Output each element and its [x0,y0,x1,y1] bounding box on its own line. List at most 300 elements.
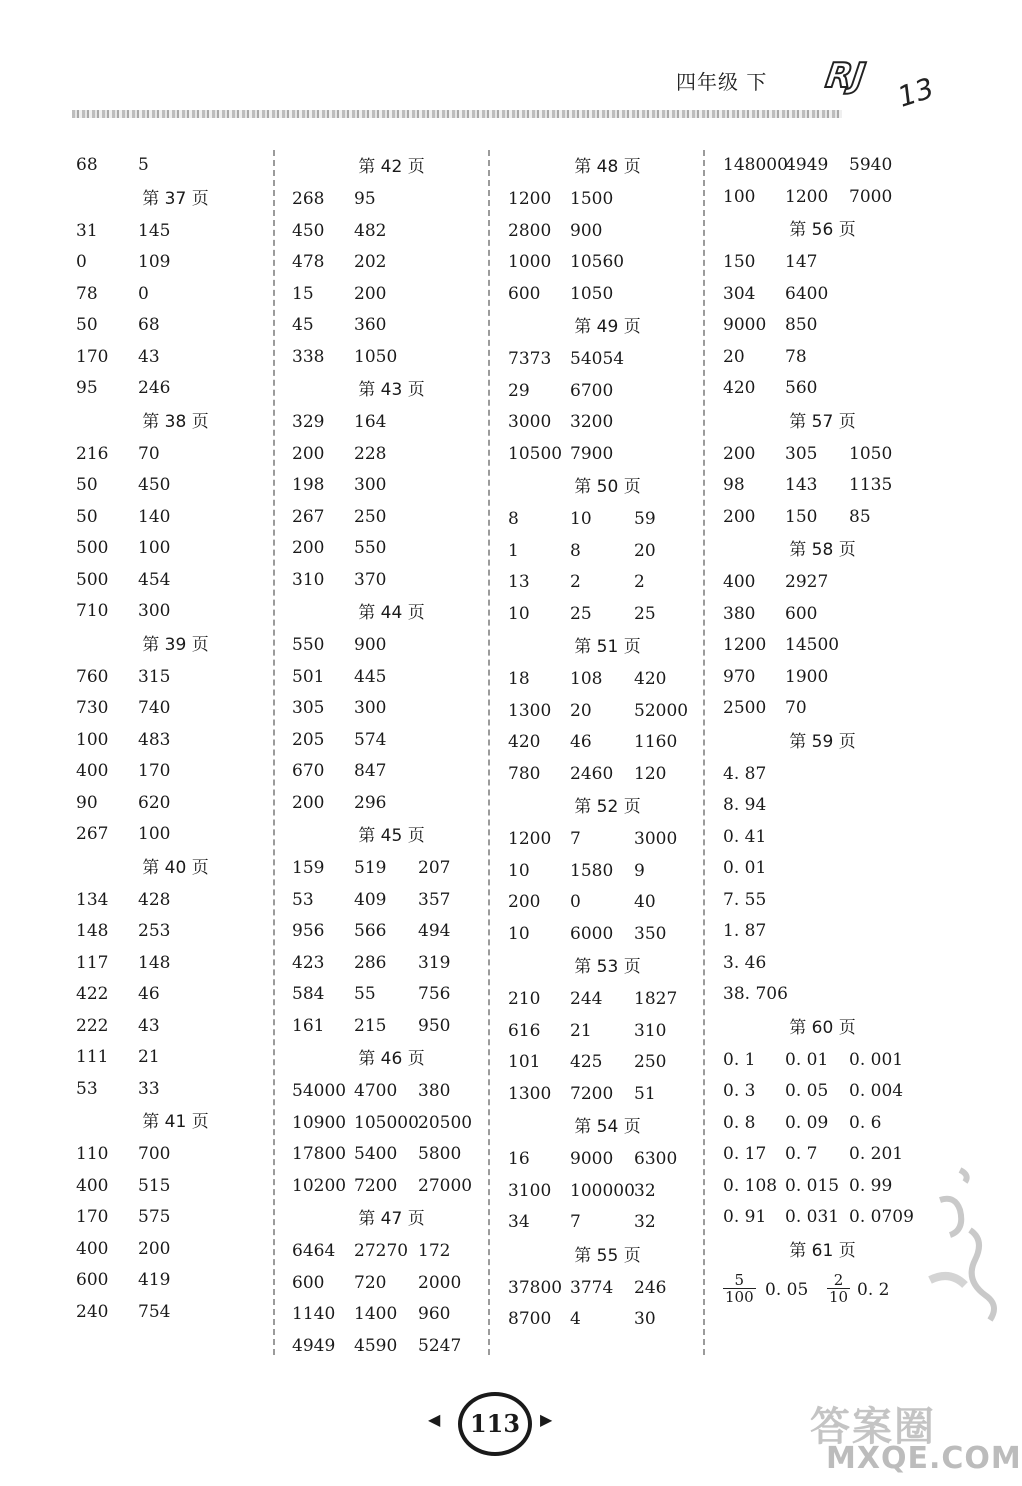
answer-row [284,725,499,757]
answer-value: 170 [76,1207,109,1227]
answer-value: 847 [354,761,387,781]
answer-value: 120 [634,763,667,784]
answer-value: 68 [138,315,160,335]
answer-value: 560 [785,378,818,398]
answer-value: 46 [138,984,160,1004]
answer-row [68,533,283,565]
answer-value: 10900 [292,1112,347,1133]
answer-row [500,664,715,696]
answer-value: 45 [292,315,314,335]
answer-value: 600 [292,1272,325,1293]
answer-value: 730 [76,698,109,718]
answer-value: 0. 91 [723,1207,767,1227]
answer-row [500,184,715,216]
answer-row [284,1268,499,1300]
answer-row [284,693,499,725]
answer-value: 300 [354,698,387,718]
answer-value: 0. 015 [785,1175,840,1196]
answer-value: 1580 [570,860,614,881]
answer-row [68,1202,283,1234]
answer-value: 0 [138,283,149,304]
answer-value: 1. 87 [723,921,767,941]
answer-row [68,565,283,597]
answer-value: 0. 7 [785,1144,818,1164]
answer-value: 110 [76,1144,109,1164]
answer-row [715,247,930,279]
answer-value: 0. 05 [765,1279,809,1300]
page-section-title: 第 61 页 [789,1240,856,1261]
answer-value: 200 [292,538,325,558]
answer-value: 54054 [570,349,625,369]
left-arrow-icon: ◀ [428,1410,441,1429]
answer-row [715,567,930,599]
answer-row [68,373,283,405]
answer-value: 1050 [570,283,614,304]
answer-row [68,596,283,628]
answer-value: 720 [354,1272,387,1293]
answer-value: 253 [138,921,171,941]
answer-value: 420 [508,732,541,752]
column-divider [488,150,490,1355]
answer-value: 250 [634,1052,667,1072]
answer-value: 25 [634,603,656,624]
answer-value: 6464 [292,1241,336,1261]
answer-value: 304 [723,283,756,304]
answer-value: 53 [292,889,314,910]
answer-value: 0. 1 [723,1049,756,1070]
answer-value: 246 [138,378,171,398]
answer-row [715,916,930,948]
answer-value: 357 [418,889,451,910]
answer-value: 0. 001 [849,1049,904,1070]
answer-row [715,630,930,662]
answer-value: 100000 [570,1180,635,1201]
answer-value: 267 [292,506,325,527]
answer-value: 215 [354,1015,387,1036]
answer-value: 140 [138,506,171,527]
answer-value: 419 [138,1270,171,1290]
answer-value: 20 [570,700,592,721]
page-section-title: 第 44 页 [358,603,425,623]
answer-value: 1160 [634,732,678,752]
answer-value: 240 [76,1301,109,1322]
page-section-title: 第 49 页 [574,317,641,337]
answer-row [500,984,715,1016]
page-section-title: 第 39 页 [142,634,209,655]
answer-value: 0. 031 [785,1207,840,1227]
answer-value: 10 [570,509,592,529]
answer-value: 0 [570,892,581,912]
answer-value: 420 [723,378,756,398]
answer-value: 960 [418,1304,451,1324]
answer-value: 70 [138,443,160,464]
answer-row [715,150,930,182]
answer-value: 70 [785,698,807,718]
page-section-title: 第 46 页 [358,1049,425,1069]
answer-value: 380 [418,1081,451,1101]
page-section-title: 第 48 页 [574,157,641,177]
answer-row [715,502,930,534]
answer-row [500,247,715,279]
watermark [810,1395,1022,1483]
answer-value: 52000 [634,700,689,721]
answer-value: 360 [354,315,387,335]
answer-value: 200 [292,792,325,813]
answer-value: 7 [570,829,581,849]
answer-row [68,885,283,917]
answer-value: 8700 [508,1309,552,1329]
answer-value: 0. 3 [723,1081,756,1101]
answer-value: 425 [570,1052,603,1072]
answer-value: 1200 [508,189,552,209]
answer-row [68,502,283,534]
answer-row [284,662,499,694]
answer-value: 454 [138,569,171,590]
answer-value: 4 [570,1309,581,1329]
answer-value: 170 [76,346,109,367]
answer-value: 483 [138,729,171,750]
answer-row [500,824,715,856]
answer-value: 32 [634,1180,656,1201]
answer-value: 519 [354,858,387,878]
answer-row [284,1076,499,1108]
answer-row [284,565,499,597]
answer-value: 2 [634,572,645,592]
answer-value: 4. 87 [723,763,767,784]
answer-row [500,599,715,631]
answer-row [500,567,715,599]
answer-value: 670 [292,761,325,781]
answer-value: 8 [508,509,519,529]
answer-row [500,887,715,919]
answer-value: 10200 [292,1175,347,1196]
answer-row [68,662,283,694]
answer-value: 756 [418,984,451,1004]
answer-value: 27270 [354,1241,409,1261]
answer-value: 2460 [570,763,614,784]
answer-row [500,696,715,728]
answer-row [715,1268,930,1312]
answer-value: 780 [508,763,541,784]
answer-row [68,979,283,1011]
answer-value: 710 [76,601,109,621]
answer-row [68,948,283,980]
answer-value: 450 [138,475,171,495]
page-section-title: 第 57 页 [789,411,856,432]
answer-value: 198 [292,475,325,495]
page-section-title: 第 60 页 [789,1017,856,1038]
answer-value: 244 [570,989,603,1009]
answer-row [500,1176,715,1208]
answer-value: 200 [723,443,756,464]
answer-value: 4949 [785,155,829,175]
answer-value: 0. 41 [723,826,767,847]
answer-value: 2800 [508,220,552,241]
answer-value: 43 [138,346,160,367]
answer-row [284,1331,499,1363]
answer-row [715,1076,930,1108]
page-section-title: 第 40 页 [142,857,209,878]
column-divider [273,150,275,1355]
answer-value: 310 [292,569,325,590]
answer-value: 0. 6 [849,1112,882,1133]
answer-value: 1200 [785,186,829,207]
answer-value: 3. 46 [723,952,767,973]
answer-row [500,1304,715,1336]
answer-value: 216 [76,443,109,464]
answer-value: 0. 09 [785,1112,829,1133]
answer-value: 170 [138,761,171,781]
answer-row [68,150,283,182]
answer-value: 574 [354,729,387,750]
answer-row [500,216,715,248]
answer-value: 6700 [570,380,614,401]
answer-value: 117 [76,952,109,973]
answer-value: 150 [723,252,756,272]
answer-row [284,1236,499,1268]
answer-value: 400 [76,761,109,781]
answer-value: 7200 [354,1175,398,1196]
answer-value: 850 [785,315,818,335]
answer-value: 329 [292,412,325,432]
answer-row [715,470,930,502]
page-section-title: 第 47 页 [358,1209,425,1229]
answer-row [68,1011,283,1043]
answer-row [284,1108,499,1140]
answer-value: 4949 [292,1335,336,1356]
answer-value: 1300 [508,1083,552,1104]
answer-value: 228 [354,443,387,464]
answer-value: 616 [508,1020,541,1041]
answer-value: 78 [785,346,807,367]
answer-row [715,1139,930,1171]
answer-value: 18 [508,669,530,689]
answer-value: 420 [634,669,667,689]
answer-row [715,693,930,725]
answer-value: 6400 [785,283,829,304]
answer-row [284,279,499,311]
answer-row [500,1207,715,1239]
answer-value: 172 [418,1241,451,1261]
header-decorative-strip [72,110,842,118]
answer-row [284,533,499,565]
page-section-title: 第 45 页 [358,826,425,846]
answer-row [715,662,930,694]
answer-value: 450 [292,220,325,241]
answer-value: 15 [292,283,314,304]
answer-value: 9 [634,860,645,881]
corner-decoration-icon [920,1160,1000,1340]
answer-row [284,184,499,216]
answer-row [284,502,499,534]
answer-value: 9000 [570,1149,614,1169]
answer-row [68,216,283,248]
page-section-title: 第 58 页 [789,540,856,560]
answer-value: 1900 [785,666,829,687]
answer-value: 422 [76,984,109,1004]
answer-value: 445 [354,666,387,687]
answer-row [500,1144,715,1176]
answer-value: 95 [354,189,376,209]
answer-value: 5 [138,155,149,175]
answer-value: 338 [292,346,325,367]
answer-value: 32 [634,1212,656,1232]
answer-value: 6000 [570,923,614,944]
answer-row [500,1079,715,1111]
answer-value: 900 [354,635,387,655]
answer-row [68,788,283,820]
watermark-url: MXQE.COM [826,1441,1022,1476]
answer-value: 423 [292,952,325,973]
answer-row [284,439,499,471]
answer-row [68,439,283,471]
answer-value: 210 [508,989,541,1009]
answer-value: 0. 004 [849,1081,904,1101]
answer-row [284,885,499,917]
answer-row [284,1171,499,1203]
answer-value: 100 [723,186,756,207]
answer-value: 400 [723,572,756,592]
answer-value: 9000 [723,315,767,335]
answer-value: 300 [354,475,387,495]
answer-value: 101 [508,1052,541,1072]
answer-value: 159 [292,858,325,878]
answer-value: 600 [508,283,541,304]
answer-row [68,725,283,757]
answer-value: 145 [138,220,171,241]
answer-value: 370 [354,569,387,590]
answer-value: 31 [76,220,98,241]
answer-value: 1050 [354,346,398,367]
answer-column-4 [715,150,930,1312]
page-section-title: 第 51 页 [574,637,641,657]
page-number-badge [428,1392,558,1452]
answer-value: 600 [785,603,818,624]
answer-value: 202 [354,252,387,272]
answer-row [715,439,930,471]
answer-value: 2500 [723,698,767,718]
answer-row [284,853,499,885]
answer-value: 950 [418,1015,451,1036]
answer-value: 0. 0709 [849,1207,914,1227]
answer-value: 14500 [785,635,840,655]
answer-value: 37800 [508,1277,563,1298]
answer-row [715,1171,930,1203]
answer-value: 40 [634,892,656,912]
answer-value: 428 [138,889,171,910]
answer-value: 100 [138,824,171,844]
answer-row [284,948,499,980]
answer-value: 300 [138,601,171,621]
answer-value: 50 [76,315,98,335]
answer-value: 0. 17 [723,1144,767,1164]
answer-value: 315 [138,666,171,687]
answer-value: 350 [634,923,667,944]
answer-value: 200 [508,892,541,912]
answer-value: 147 [785,252,818,272]
answer-value: 53 [76,1078,98,1099]
answer-row [500,1016,715,1048]
answer-value: 33 [138,1078,160,1099]
answer-row [715,822,930,854]
answer-row [715,853,930,885]
answer-row [500,536,715,568]
answer-value: 111 [76,1047,109,1067]
answer-value: 200 [292,443,325,464]
answer-value: 575 [138,1207,171,1227]
answer-value: 54000 [292,1081,347,1101]
fraction-numerator: 5 [723,1272,756,1289]
answer-value: 494 [418,921,451,941]
page-section-title: 第 53 页 [574,957,641,977]
answer-value: 0 [76,252,87,272]
answer-value: 8 [570,540,581,561]
answer-value: 310 [634,1020,667,1041]
answer-value: 1000 [508,252,552,272]
answer-value: 148 [76,921,109,941]
answer-value: 501 [292,666,325,687]
answer-row [500,1273,715,1305]
answer-row [68,1234,283,1266]
answer-value: 584 [292,984,325,1004]
answer-value: 6300 [634,1149,678,1169]
fraction-denominator: 10 [829,1287,849,1306]
answer-value: 482 [354,220,387,241]
answer-value: 55 [354,984,376,1004]
answer-value: 2000 [418,1272,462,1293]
answer-row [284,630,499,662]
answer-value: 21 [138,1047,160,1067]
answer-value: 956 [292,921,325,941]
answer-value: 760 [76,666,109,687]
answer-value: 0. 108 [723,1175,778,1196]
answer-value: 98 [723,475,745,495]
answer-value: 100 [76,729,109,750]
answer-value: 319 [418,952,451,973]
answer-value: 222 [76,1015,109,1036]
fraction-denominator: 100 [725,1287,754,1306]
answer-value: 17800 [292,1144,347,1164]
page-section-title: 第 43 页 [358,380,425,400]
answer-value: 754 [138,1301,171,1322]
page-section-title: 第 42 页 [358,157,425,177]
answer-row [284,1299,499,1331]
answer-value: 0. 01 [723,858,767,878]
answer-value: 205 [292,729,325,750]
answer-row [284,1011,499,1043]
answer-value: 0. 99 [849,1175,893,1196]
answer-value: 500 [76,569,109,590]
answer-value: 7373 [508,349,552,369]
answer-value: 900 [570,220,603,241]
answer-value: 20 [634,540,656,561]
answer-row [68,1139,283,1171]
answer-row [284,310,499,342]
page-section-title: 第 38 页 [142,411,209,432]
answer-row [284,1139,499,1171]
page-section-title: 第 55 页 [574,1245,641,1266]
answer-value: 34 [508,1212,530,1232]
answer-value: 0. 201 [849,1144,904,1164]
answer-value: 200 [354,283,387,304]
fraction [827,1272,850,1305]
answer-row [715,1108,930,1140]
answer-value: 0. 2 [857,1279,890,1300]
answer-value: 246 [634,1277,667,1298]
fraction [723,1272,756,1305]
answer-value: 161 [292,1015,325,1036]
answer-row [500,279,715,311]
